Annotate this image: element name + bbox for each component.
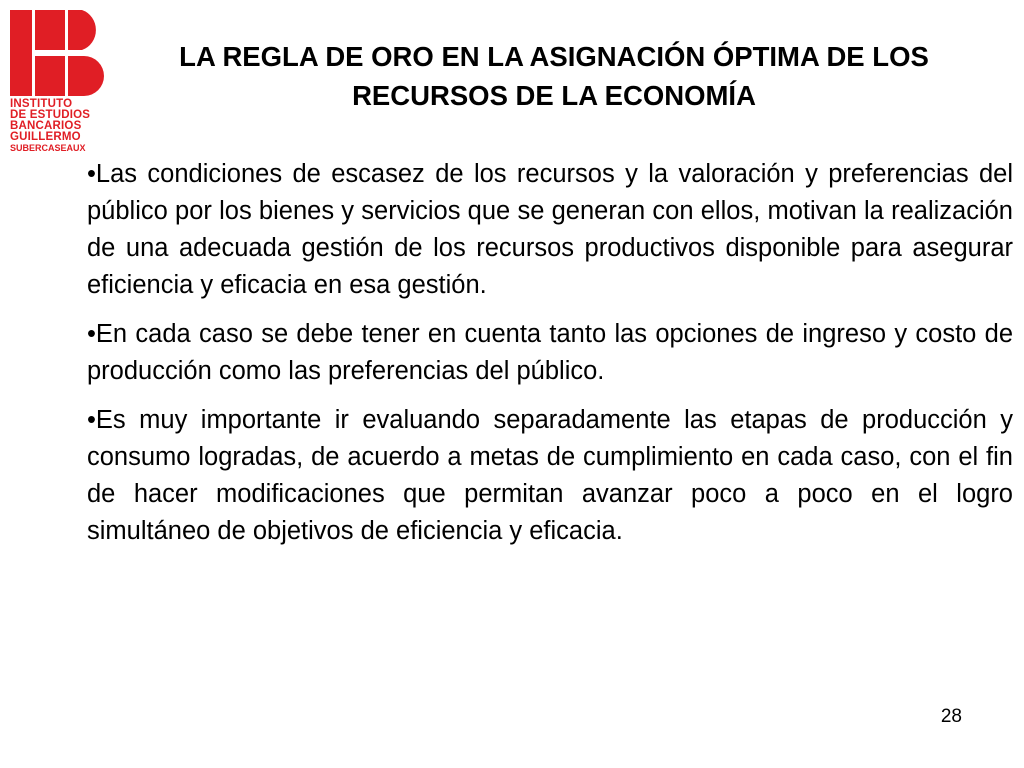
slide-title: LA REGLA DE ORO EN LA ASIGNACIÓN ÓPTIMA DE LOS RECURSOS DE LA ECONOMÍA bbox=[179, 41, 929, 111]
institute-logo bbox=[10, 10, 110, 160]
bullet-paragraph: •Es muy importante ir evaluando separadamente las etapas de producción y consumo logradas, de acuerdo a metas de cumplimiento en cada caso, con el fin de hacer modificaciones que permitan avanzar poco a poco en el logro simultáneo de objetivos de eficiencia y eficacia. bbox=[87, 406, 1013, 545]
page-number: 28 bbox=[940, 706, 962, 727]
logo-line: BANCARIOS bbox=[10, 120, 82, 132]
slide-body bbox=[87, 156, 1013, 562]
logo-line: GUILLERMO bbox=[10, 131, 81, 143]
institute-logo-mark bbox=[10, 10, 110, 96]
institute-name bbox=[10, 99, 110, 154]
logo-line: DE ESTUDIOS bbox=[10, 109, 91, 121]
bullet-paragraph: •Las condiciones de escasez de los recursos y la valoración y preferencias del público por los bienes y servicios que se generan con ellos, motivan la realización de una adecuada gestión de los recursos productivos disponible para asegurar eficiencia y eficacia en esa gestión. bbox=[87, 160, 1013, 299]
bullet-paragraph: •En cada caso se debe tener en cuenta tanto las opciones de ingreso y costo de producción como las preferencias del público. bbox=[87, 320, 1013, 385]
logo-line: SUBERCASEAUX bbox=[10, 143, 86, 153]
logo-line: INSTITUTO bbox=[10, 98, 73, 110]
